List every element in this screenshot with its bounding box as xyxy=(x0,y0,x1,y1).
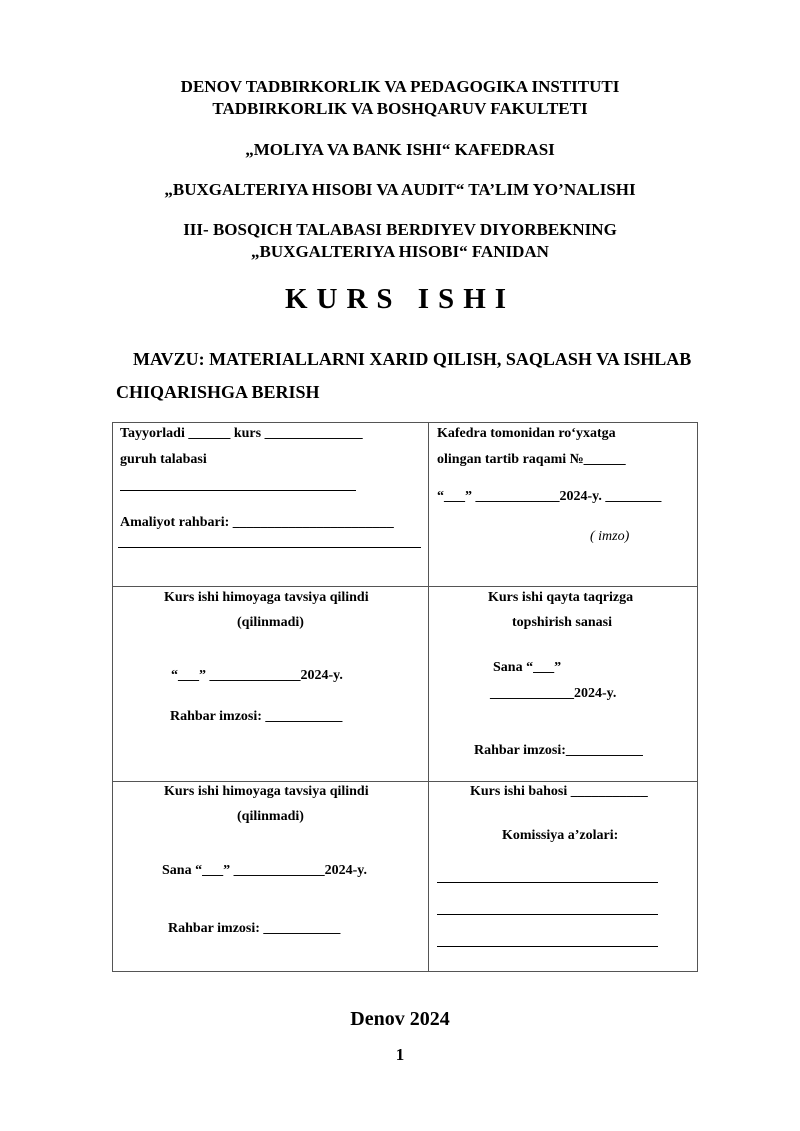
registration-number: olingan tartib raqami №______ xyxy=(437,452,626,467)
defense-date: “___” _____________2024-y. xyxy=(171,668,343,683)
defense-date-2: Sana “___” _____________2024-y. xyxy=(162,863,367,878)
table-divider-row-2 xyxy=(112,781,698,782)
signature-label: ( imzo) xyxy=(590,529,630,544)
defense-recommended: Kurs ishi himoyaga tavsiya qilindi xyxy=(164,590,369,605)
defense-recommended-2: Kurs ishi himoyaga tavsiya qilindi xyxy=(164,784,369,799)
place-year: Denov 2024 xyxy=(350,1008,450,1030)
supervisor-signature-2: Rahbar imzosi: ___________ xyxy=(168,921,341,936)
commission-line-2 xyxy=(437,914,658,915)
review-line-2: topshirish sanasi xyxy=(512,615,612,630)
commission-members: Komissiya a’zolari: xyxy=(502,828,619,843)
supervisor-signature: Rahbar imzosi: ___________ xyxy=(170,709,343,724)
supervisor-line xyxy=(118,547,421,548)
registration-line-1: Kafedra tomonidan ro‘yxatga xyxy=(437,426,616,441)
commission-line-3 xyxy=(437,946,658,947)
document-title: KURS ISHI xyxy=(284,283,516,315)
defense-not-recommended-2: (qilinmadi) xyxy=(237,809,304,824)
prepared-by: Tayyorladi ______ kurs ______________ xyxy=(120,426,363,441)
table-divider-row-1 xyxy=(112,586,698,587)
topic-line-2: CHIQARISHGA BERISH xyxy=(116,382,320,402)
review-date-1: Sana “___” xyxy=(493,660,562,675)
table-divider-vertical xyxy=(428,422,429,972)
defense-not-recommended: (qilinmadi) xyxy=(237,615,304,630)
faculty-name: TADBIRKORLIK VA BOSHQARUV FAKULTETI xyxy=(212,99,588,118)
course-grade: Kurs ishi bahosi ___________ xyxy=(470,784,648,799)
subject-line: „BUXGALTERIYA HISOBI“ FANIDAN xyxy=(251,242,549,261)
page-number: 1 xyxy=(395,1045,405,1064)
group-student: guruh talabasi xyxy=(120,452,207,467)
name-line xyxy=(120,490,356,491)
student-line: III- BOSQICH TALABASI BERDIYEV DIYORBEKNING xyxy=(183,220,617,239)
institute-name: DENOV TADBIRKORLIK VA PEDAGOGIKA INSTITUTI xyxy=(180,77,620,96)
department-name: „MOLIYA VA BANK ISHI“ KAFEDRASI xyxy=(245,140,555,159)
review-date-2: ____________2024-y. xyxy=(490,686,617,701)
review-line-1: Kurs ishi qayta taqrizga xyxy=(488,590,634,605)
direction-name: „BUXGALTERIYA HISOBI VA AUDIT“ TA’LIM YO’NALISHI xyxy=(164,180,636,199)
review-signature: Rahbar imzosi:___________ xyxy=(474,743,643,758)
commission-line-1 xyxy=(437,882,658,883)
topic-line-1: MAVZU: MATERIALLARNI XARID QILISH, SAQLASH VA ISHLAB xyxy=(133,349,692,369)
registration-date: “___” ____________2024-y. ________ xyxy=(437,489,662,504)
practice-supervisor: Amaliyot rahbari: _______________________ xyxy=(120,515,394,530)
